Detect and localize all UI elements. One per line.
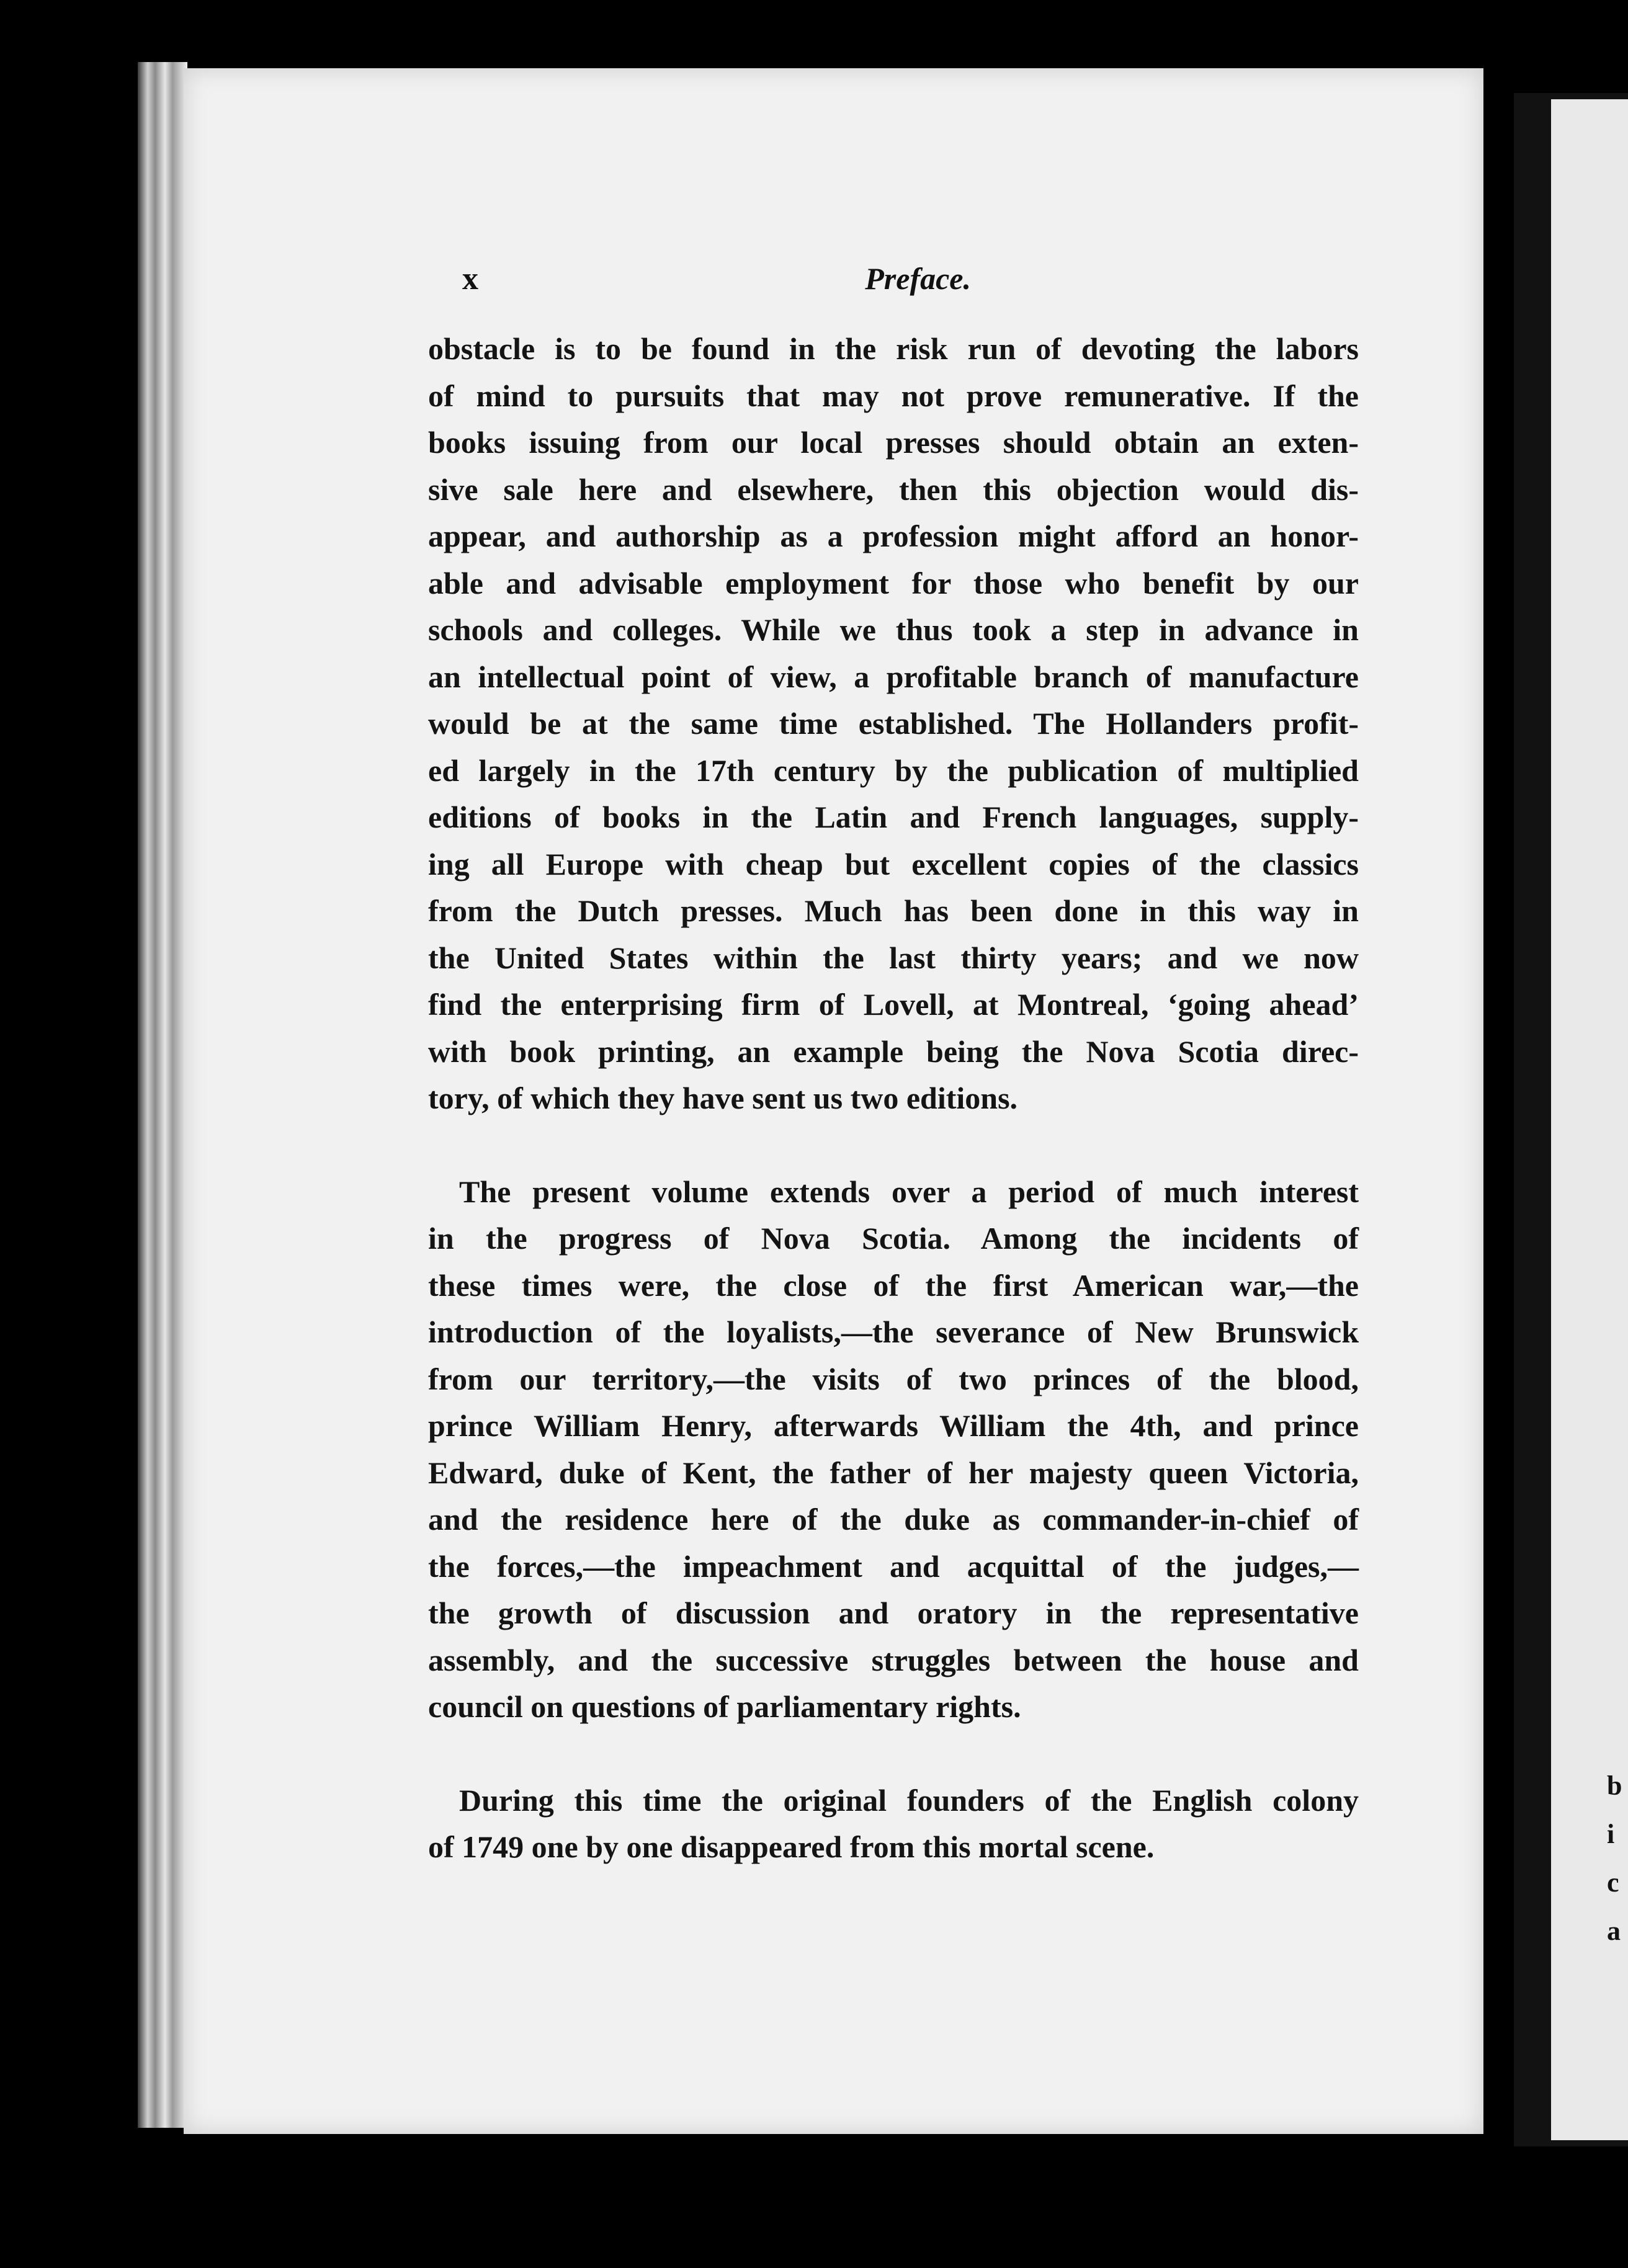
- text-line: in the progress of Nova Scotia. Among the incidents of: [428, 1221, 1359, 1256]
- facing-page-letter: a: [1607, 1916, 1621, 1946]
- text-line: ing all Europe with cheap but excellent copies of the classics: [428, 846, 1359, 882]
- text-line: able and advisable employment for those who benefit by our: [428, 565, 1359, 600]
- text-line: ed largely in the 17th century by the publication of multiplied: [428, 752, 1359, 788]
- text-line: the forces,—the impeachment and acquittal of the judges,—: [428, 1548, 1359, 1584]
- text-line: find the enterprising firm of Lovell, at Montreal, ‘going ahead’: [428, 987, 1359, 1022]
- facing-page-letter: i: [1607, 1819, 1615, 1849]
- text-line: the United States within the last thirty years; and we now: [428, 940, 1359, 975]
- text-line: with book printing, an example being the Nova Scotia direc-: [428, 1034, 1359, 1069]
- text-line: appear, and authorship as a profession might afford an honor-: [428, 519, 1359, 553]
- facing-page-letters: [1607, 1762, 1626, 1955]
- running-head: Preface.: [865, 261, 971, 296]
- text-line: Edward, duke of Kent, the father of her majesty queen Victoria,: [428, 1455, 1359, 1490]
- page-edge-stack: [138, 62, 187, 2128]
- paragraph-gap: [428, 1731, 1359, 1777]
- text-line: During this time the original founders of the English colony: [459, 1782, 1359, 1818]
- text-line: from our territory,—the visits of two princes of the blood,: [428, 1361, 1359, 1396]
- text-line: of mind to pursuits that may not prove remunerative. If the: [428, 378, 1359, 413]
- text-line: of 1749 one by one disappeared from this mortal scene.: [428, 1829, 1155, 1864]
- facing-page-letter: b: [1607, 1770, 1622, 1801]
- text-line: The present volume extends over a period of much interest: [459, 1174, 1359, 1209]
- text-line: an intellectual point of view, a profitable branch of manufacture: [428, 659, 1359, 694]
- facing-page-letter: c: [1607, 1867, 1619, 1898]
- text-line: from the Dutch presses. Much has been done in this way in: [428, 893, 1359, 928]
- text-line: these times were, the close of the first American war,—the: [428, 1267, 1359, 1303]
- text-line: the growth of discussion and oratory in the representative: [428, 1596, 1359, 1630]
- page-number: x: [462, 261, 478, 297]
- text-line: would be at the same time established. The Hollanders profit-: [428, 706, 1359, 741]
- text-line: schools and colleges. While we thus took a step in advance in: [428, 612, 1359, 647]
- text-line: and the residence here of the duke as commander-in-chief of: [428, 1502, 1359, 1537]
- text-line: prince William Henry, afterwards William the 4th, and prince: [428, 1408, 1359, 1443]
- text-line: obstacle is to be found in the risk run of devoting the labors: [428, 331, 1359, 366]
- body-text: [428, 326, 1359, 1871]
- text-line: council on questions of parliamentary rights.: [428, 1689, 1021, 1724]
- text-line: editions of books in the Latin and French languages, supply-: [428, 800, 1359, 834]
- text-line: tory, of which they have sent us two editions.: [428, 1081, 1018, 1115]
- text-line: assembly, and the successive struggles between the house and: [428, 1642, 1359, 1677]
- page-header: [462, 261, 971, 304]
- paragraph-gap: [428, 1122, 1359, 1169]
- text-line: sive sale here and elsewhere, then this objection would dis-: [428, 471, 1359, 507]
- text-line: books issuing from our local presses should obtain an exten-: [428, 425, 1359, 460]
- text-line: introduction of the loyalists,—the severance of New Brunswick: [428, 1315, 1359, 1349]
